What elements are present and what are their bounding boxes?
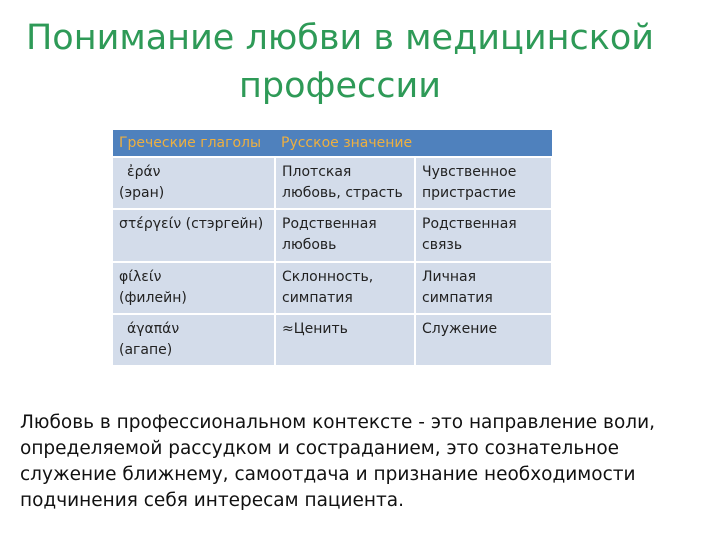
paragraph-line: определяемой рассудком и состраданием, это сознательное — [20, 438, 620, 459]
header-russian-meaning: Русское значение — [275, 130, 552, 157]
greek-verb-cell — [113, 262, 275, 314]
greek-verb-cell — [113, 209, 275, 262]
paragraph-line: служение ближнему, самоотдача и признание необходимости — [20, 464, 636, 485]
slide-title-line-1: Понимание любви в медицинской — [25, 18, 655, 58]
greek-word: άγαπάν — [127, 321, 180, 337]
transliteration: (агапе) — [119, 342, 173, 358]
meaning-cell: Плотская любовь, страсть — [275, 157, 415, 209]
meaning-cell: Родственная любовь — [275, 209, 415, 262]
slide-title — [0, 14, 680, 110]
table-row — [113, 209, 552, 262]
meaning-cell: Служение — [415, 314, 552, 366]
paragraph-line: Любовь в профессиональном контексте - это направление воли, — [20, 412, 655, 433]
meaning-cell: Чувственное пристрастие — [415, 157, 552, 209]
definition-paragraph — [20, 410, 710, 514]
greek-verbs-table — [113, 130, 553, 367]
table-row — [113, 157, 552, 209]
greek-word: στέργείν (стэргейн) — [119, 216, 264, 232]
table-row — [113, 262, 552, 314]
table-header-row — [113, 130, 552, 157]
slide-title-line-2: профессии — [239, 66, 441, 106]
meaning-cell: Личная симпатия — [415, 262, 552, 314]
paragraph-line: подчинения себя интересам пациента. — [20, 490, 405, 511]
greek-word: ἐράν — [127, 164, 161, 180]
meaning-cell: ≈Ценить — [275, 314, 415, 366]
table-row — [113, 314, 552, 366]
meaning-cell: Родственная связь — [415, 209, 552, 262]
transliteration: (эран) — [119, 185, 165, 201]
greek-verb-cell — [113, 157, 275, 209]
greek-verb-cell — [113, 314, 275, 366]
greek-word: φίλείν — [119, 269, 162, 285]
header-greek-verbs: Греческие глаголы — [113, 130, 275, 157]
transliteration: (филейн) — [119, 290, 187, 306]
meaning-cell: Склонность, симпатия — [275, 262, 415, 314]
